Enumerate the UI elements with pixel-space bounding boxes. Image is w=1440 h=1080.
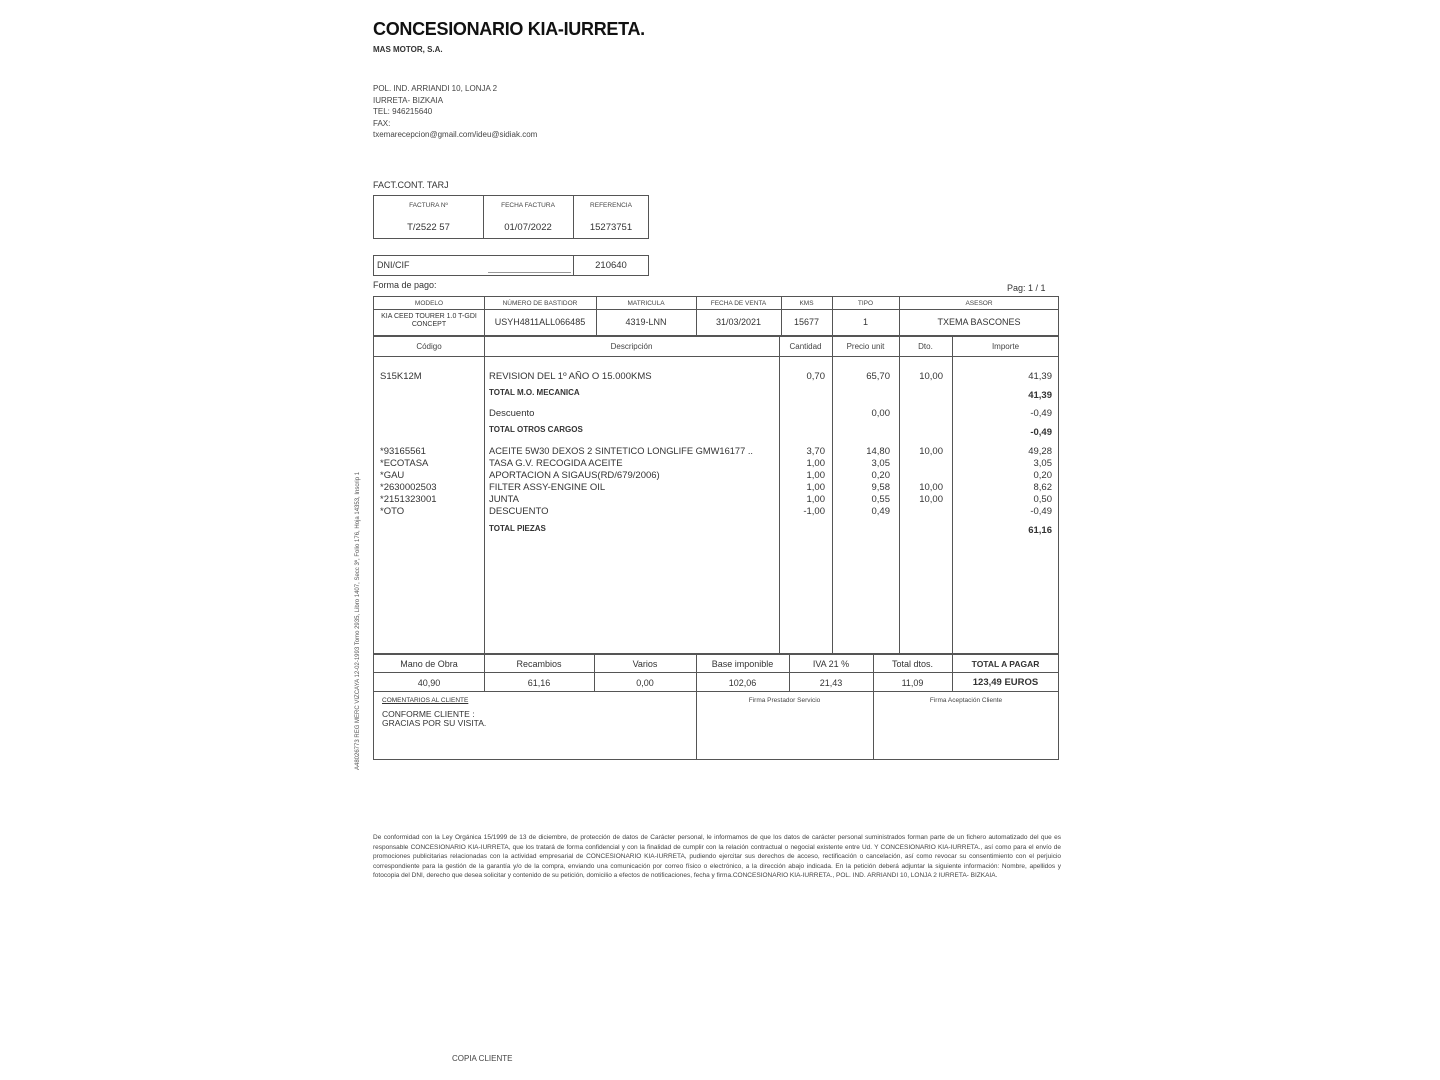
- reference-label: REFERENCIA: [590, 202, 632, 209]
- advisor-name: TXEMA BASCONES: [937, 317, 1021, 327]
- invoice-lines-table: [373, 336, 1059, 654]
- line-quantity: 1,00: [806, 458, 825, 469]
- line-code: *GAU: [380, 470, 405, 481]
- code-header: Código: [416, 342, 442, 351]
- comments-signature-box: [373, 691, 1059, 760]
- line-quantity: 1,00: [806, 482, 825, 493]
- total-discounts-label: Total dtos.: [891, 659, 934, 669]
- total-other-amount: -0,49: [1030, 427, 1052, 438]
- line-description: ACEITE 5W30 DEXOS 2 SINTETICO LONGLIFE GMW16177 ..: [489, 446, 753, 456]
- line-discount: 10,00: [919, 482, 943, 493]
- comments-title: COMENTARIOS AL CLIENTE: [382, 697, 469, 704]
- total-to-pay-label: TOTAL A PAGAR: [971, 659, 1040, 669]
- reference-number: 15273751: [589, 222, 633, 233]
- line-unit-price: 0,49: [871, 506, 890, 517]
- line-description: Descuento: [489, 408, 535, 419]
- chassis-header: NÚMERO DE BASTIDOR: [502, 300, 578, 307]
- comments-text: [382, 710, 486, 728]
- quantity-header: Cantidad: [789, 342, 822, 351]
- company-title: CONCESIONARIO KIA-IURRETA.: [373, 19, 645, 39]
- line-quantity: 3,70: [806, 446, 825, 457]
- company-address: [373, 83, 537, 141]
- legal-notice: De conformidad con la Ley Orgánica 15/1999 de 13 de diciembre, de protección de datos de Carácter personal, le informamos de que los datos de carácter personal suministrados forman parte de un fichero automatizado del que es responsable CONCESIONARIO KIA-IURRETA, que los tratará de forma confidencial y con la finalidad de cumplir con la relación contractual o negocial existente entre Ud. Y CONCESIONARIO KIA-IURRETA., así como para el envío de promociones publicitarias relacionadas con la actividad empresarial de CONCESIONARIO KIA-IURRETA, pudiendo ejercitar sus derechos de acceso, rectificación o cancelación, así como revocar su consentimiento con el perjuicio correspondiente para la gestión de la garantía y/o de la compra, enviando una comunicación por correo físico o electrónico, a la dirección abajo indicada. En la petición deberá adjuntar la siguiente información: Nombre, apellidos y fotocopia del DNI, derecho que desea solicitar y contenido de su petición, domicilio a efectos de notificaciones, fecha y firma.CONCESIONARIO KIA-IURRETA., POL. IND. ARRIANDI 10, LONJA 2 IURRETA- BIZKAIA.: [373, 834, 1061, 879]
- company-legal-name: MAS MOTOR, S.A.: [373, 45, 443, 54]
- page-number: Pag: 1 / 1: [1007, 283, 1046, 293]
- parts-label: Recambios: [516, 659, 562, 669]
- vehicle-type: 1: [862, 317, 868, 327]
- comment-line: CONFORME CLIENTE :: [382, 709, 475, 719]
- line-amount: 0,50: [1033, 494, 1052, 505]
- advisor-header: ASESOR: [965, 300, 993, 307]
- line-quantity: -1,00: [803, 506, 825, 517]
- payment-method-label: Forma de pago:: [373, 280, 437, 290]
- line-description: APORTACION A SIGAUS(RD/679/2006): [489, 470, 660, 481]
- line-unit-price: 0,00: [871, 408, 890, 419]
- line-discount: 10,00: [919, 494, 943, 505]
- misc-label: Varios: [632, 659, 658, 669]
- misc-value: 0,00: [636, 678, 654, 688]
- dni-box: [373, 255, 649, 276]
- model-header: MODELO: [414, 300, 444, 307]
- chassis-number: USYH4811ALL066485: [494, 317, 586, 327]
- line-quantity: 0,70: [806, 371, 825, 382]
- amount-header: Importe: [991, 342, 1020, 351]
- discount-header: Dto.: [918, 342, 933, 351]
- license-plate: 4319-LNN: [625, 317, 667, 327]
- line-quantity: 1,00: [806, 470, 825, 481]
- plate-header: MATRICULA: [627, 300, 665, 307]
- invoice-number-label: FACTURA Nº: [409, 202, 448, 209]
- line-code: *93165561: [380, 446, 426, 457]
- sale-date: 31/03/2021: [715, 317, 762, 327]
- address-line: txemarecepcion@gmail.com/ideu@sidiak.com: [373, 130, 538, 139]
- line-unit-price: 14,80: [866, 446, 890, 457]
- address-line: POL. IND. ARRIANDI 10, LONJA 2: [373, 84, 498, 93]
- line-unit-price: 65,70: [866, 371, 890, 382]
- line-amount: 8,62: [1033, 482, 1052, 493]
- description-header: Descripción: [610, 342, 653, 351]
- line-unit-price: 0,20: [871, 470, 890, 481]
- line-code: *OTO: [380, 506, 405, 517]
- invoice-info-box: [373, 195, 649, 239]
- line-unit-price: 9,58: [871, 482, 890, 493]
- line-description: DESCUENTO: [489, 506, 549, 517]
- provider-signature-label: Firma Prestador Servicio: [748, 697, 821, 704]
- line-quantity: 1,00: [806, 494, 825, 505]
- line-code: S15K12M: [380, 371, 422, 382]
- line-amount: 49,28: [1028, 446, 1052, 457]
- line-description: FILTER ASSY-ENGINE OIL: [489, 482, 606, 493]
- client-signature-label: Firma Aceptación Cliente: [929, 697, 1003, 704]
- line-code: *2630002503: [380, 482, 437, 493]
- dni-label: DNI/CIF: [377, 260, 410, 270]
- vehicle-info-table: [373, 296, 1059, 336]
- line-discount: 10,00: [919, 446, 943, 457]
- total-parts-label: TOTAL PIEZAS: [489, 524, 546, 533]
- vehicle-model: KIA CEED TOURER 1.0 T-GDI CONCEPT: [381, 313, 477, 328]
- address-line: TEL: 946215640: [373, 107, 433, 116]
- line-description: TASA G.V. RECOGIDA ACEITE: [489, 458, 623, 469]
- line-description: JUNTA: [489, 494, 519, 505]
- labor-label: Mano de Obra: [400, 659, 458, 669]
- invoice-date-label: FECHA FACTURA: [501, 202, 555, 209]
- totals-table: [373, 654, 1059, 692]
- dni-value: 210640: [595, 260, 627, 271]
- total-other-label: TOTAL OTROS CARGOS: [489, 425, 583, 434]
- line-amount: 3,05: [1033, 458, 1052, 469]
- line-discount: 10,00: [919, 371, 943, 382]
- type-header: TIPO: [857, 300, 874, 307]
- parts-value: 61,16: [527, 678, 551, 688]
- invoice-date: 01/07/2022: [504, 222, 552, 233]
- line-amount: 41,39: [1028, 371, 1052, 382]
- registry-info: A48026773 REG MERC VIZCAYA 12-02-1993 Tomo 2935, Libro 1407, Secc 3ª, Folio 176, Hoja 14353, Inscrip 1: [355, 471, 361, 770]
- kilometers: 15677: [793, 317, 820, 327]
- line-code: *ECOTASA: [380, 458, 429, 469]
- line-unit-price: 3,05: [871, 458, 890, 469]
- document-type: FACT.CONT. TARJ: [373, 180, 449, 190]
- kms-header: KMS: [799, 300, 814, 307]
- total-parts-amount: 61,16: [1028, 525, 1052, 536]
- line-unit-price: 0,55: [871, 494, 890, 505]
- unit-price-header: Precio unit: [846, 342, 885, 351]
- total-labor-amount: 41,39: [1028, 390, 1052, 401]
- total-to-pay-value: 123,49 EUROS: [972, 677, 1039, 688]
- labor-value: 40,90: [417, 678, 441, 688]
- line-amount: -0,49: [1030, 408, 1052, 419]
- line-code: *2151323001: [380, 494, 437, 505]
- sale-date-header: FECHA DE VENTA: [710, 300, 767, 307]
- tax-base-label: Base imponible: [711, 659, 774, 669]
- total-labor-label: TOTAL M.O. MECANICA: [489, 388, 580, 397]
- comment-line: GRACIAS POR SU VISITA.: [382, 718, 487, 728]
- line-amount: 0,20: [1033, 470, 1052, 481]
- vat-value: 21,43: [819, 678, 843, 688]
- tax-base-value: 102,06: [728, 678, 757, 688]
- copy-label: COPIA CLIENTE: [452, 1054, 513, 1063]
- invoice-number: T/2522 57: [407, 222, 450, 233]
- address-line: FAX:: [373, 118, 391, 128]
- vat-label: IVA 21 %: [812, 659, 850, 669]
- address-line: IURRETA- BIZKAIA: [373, 95, 444, 105]
- line-amount: -0,49: [1030, 506, 1052, 517]
- line-description: REVISION DEL 1º AÑO O 15.000KMS: [489, 371, 652, 382]
- total-discounts-value: 11,09: [901, 678, 924, 688]
